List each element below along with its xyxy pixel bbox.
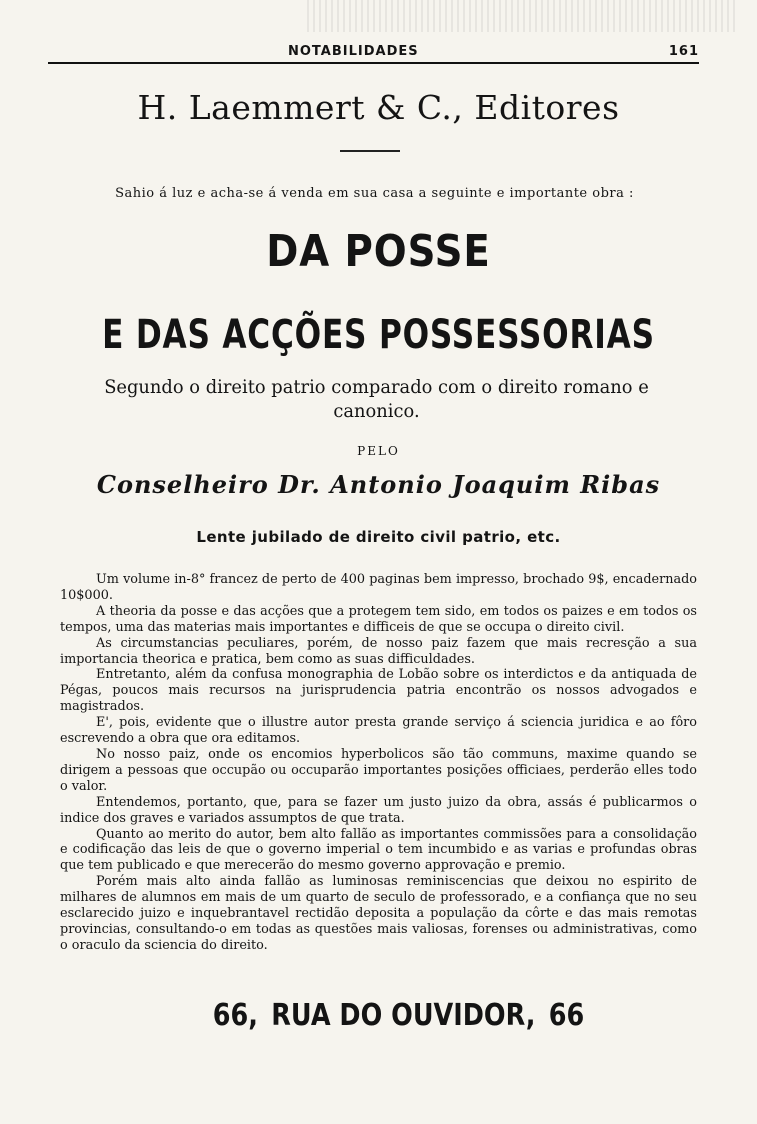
print-smudge xyxy=(307,0,737,32)
paragraph: Porém mais alto ainda fallão as luminosas reminiscencias que deixou no espirito de milhares de alumnos em mais de um quarto de seculo de professorado, e a confiança que no seu esclarecido juizo e inquebrantavel rectidão deposita a população da côrte e das mais remotas provincias, consultando-o em todas as questões mais valiosas, forenses ou administrativas, como o oraculo da sciencia do direito. xyxy=(60,874,697,953)
running-head-title: NOTABILIDADES xyxy=(288,44,419,59)
paragraph: Entretanto, além da confusa monographia de Lobão sobre os interdictos e da antiquada de Pégas, poucos mais recursos na jurisprudencia patria encontrão os nossos advogados e magistrados. xyxy=(60,667,697,715)
address-number-left: 66, xyxy=(212,998,258,1033)
book-subtitle: E DAS ACÇÕES POSSESSORIAS xyxy=(102,312,655,358)
page-number: 161 xyxy=(668,44,699,59)
author-name: Conselheiro Dr. Antonio Joaquim Ribas xyxy=(96,470,661,499)
paragraph: No nosso paiz, onde os encomios hyperbolicos são tão communs, maxime quando se dirigem a pessoas que occupão ou occuparão importantes posições officiaes, perderão elles todo o valor. xyxy=(60,746,697,794)
by-label: PELO xyxy=(357,444,400,458)
divider-rule xyxy=(340,150,400,152)
paragraph: Um volume in-8° francez de perto de 400 paginas bem impresso, brochado 9$, encadernado 10$000. xyxy=(60,572,697,603)
body-text xyxy=(60,572,697,954)
paragraph: As circumstancias peculiares, porém, de nosso paiz fazem que mais recresção a sua importancia theorica e pratica, bem como as suas difficuldades. xyxy=(60,635,697,667)
address-line xyxy=(213,998,584,1033)
book-description: Segundo o direito patrio comparado com o direito romano e canonico. xyxy=(104,376,649,422)
publisher-name: H. Laemmert & C., Editores xyxy=(137,88,620,127)
paragraph: Entendemos, portanto, que, para se fazer um justo juizo da obra, assás é publicarmos o indice dos graves e variados assumptos de que trata. xyxy=(60,794,697,826)
book-title: DA POSSE xyxy=(266,226,491,277)
paragraph: Quanto ao merito do autor, bem alto fallão as importantes commissões para a consolidação e codificação das leis de que o governo imperial o tem incumbido e as varias e profundas obras que tem publicado e que merecerão do mesmo governo approvação e premio. xyxy=(60,826,697,874)
paragraph: A theoria da posse e das acções que a protegem tem sido, em todos os paizes e em todos os tempos, uma das materias mais importantes e difficeis de que se occupa o direito civil. xyxy=(60,603,697,635)
address-number-right: 66 xyxy=(548,998,585,1033)
announcement-line: Sahio á luz e acha-se á venda em sua casa a seguinte e importante obra : xyxy=(115,186,634,201)
running-head xyxy=(48,44,699,59)
paragraph: E', pois, evidente que o illustre autor presta grande serviço á sciencia juridica e ao fôro escrevendo a obra que ora editamos. xyxy=(60,715,697,747)
address-street: RUA DO OUVIDOR, xyxy=(271,998,536,1033)
header-rule xyxy=(48,62,699,64)
author-credentials: Lente jubilado de direito civil patrio, etc. xyxy=(196,528,561,546)
